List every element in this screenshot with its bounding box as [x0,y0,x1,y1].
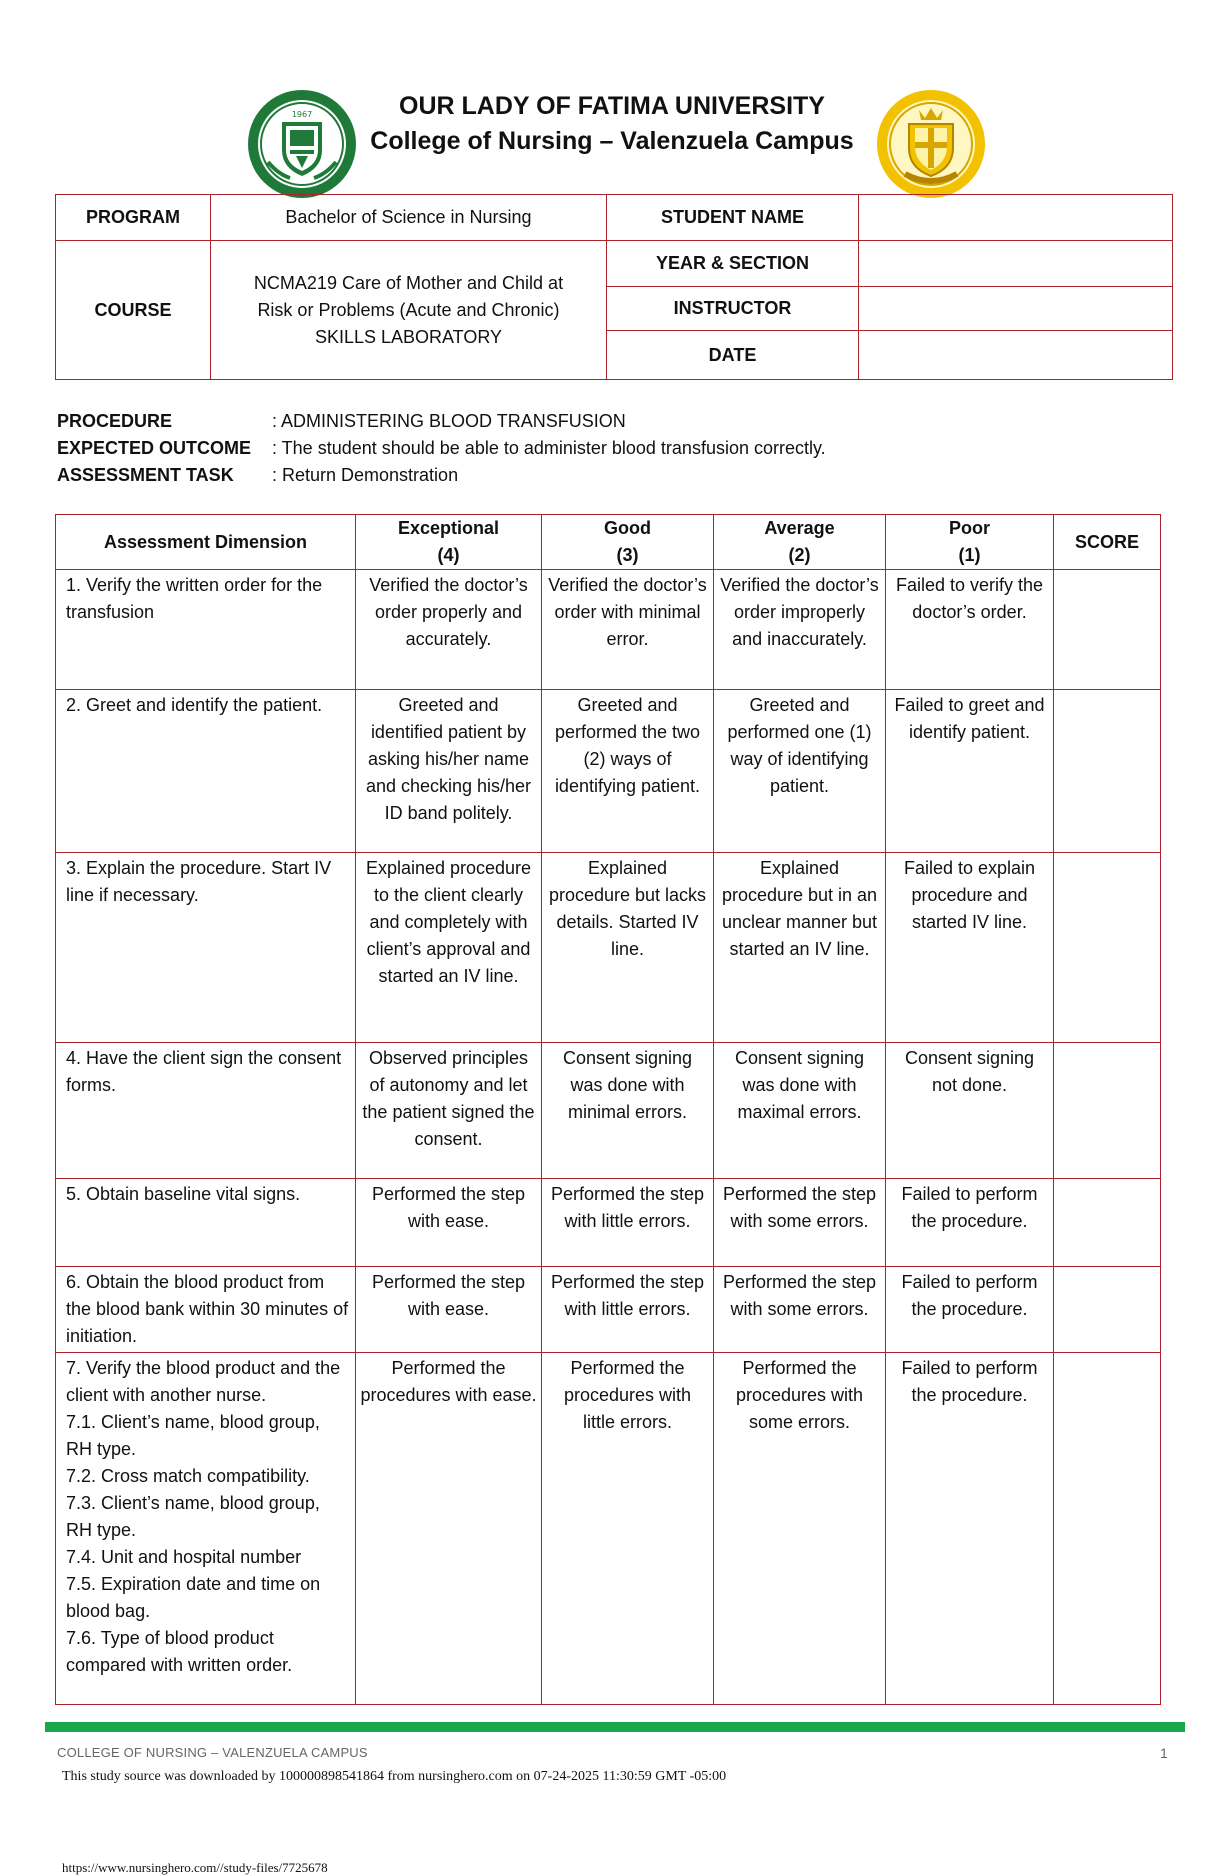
good-cell: Performed the procedures with little errors. [542,1353,714,1705]
date-label: DATE [607,331,859,380]
course-line: SKILLS LABORATORY [314,326,503,347]
good-cell: Greeted and performed the two (2) ways of identifying patient. [542,690,714,853]
exceptional-cell: Verified the doctor’s order properly and accurately. [356,570,542,690]
dimension-cell: 5. Obtain baseline vital signs. [56,1179,356,1267]
program-value: Bachelor of Science in Nursing [211,195,607,241]
average-cell: Verified the doctor’s order improperly and inaccurately. [714,570,886,690]
course-line: Risk or Problems (Acute and Chronic) [257,299,560,320]
program-label: PROGRAM [56,195,211,241]
svg-text:1967: 1967 [291,110,313,119]
score-cell[interactable] [1054,1043,1161,1179]
table-row [56,1267,1161,1353]
procedure-details [57,408,826,489]
exceptional-cell: Observed principles of autonomy and let the patient signed the consent. [356,1043,542,1179]
poor-cell: Failed to perform the procedure. [886,1353,1054,1705]
course-label: COURSE [56,241,211,380]
course-value [211,241,607,380]
header-assessment-dimension: Assessment Dimension [56,515,356,570]
average-cell: Greeted and performed one (1) way of identifying patient. [714,690,886,853]
dimension-cell: 2. Greet and identify the patient. [56,690,356,853]
header-poor-label: Poor [948,518,990,538]
student-name-field[interactable] [859,195,1173,241]
footer-divider [45,1722,1185,1732]
average-cell: Explained procedure but in an unclear manner but started an IV line. [714,853,886,1043]
header-good-points: (3) [616,545,639,565]
exceptional-cell: Performed the step with ease. [356,1267,542,1353]
poor-cell: Consent signing not done. [886,1043,1054,1179]
average-cell: Consent signing was done with maximal errors. [714,1043,886,1179]
average-cell: Performed the procedures with some errors. [714,1353,886,1705]
header-poor-points: (1) [958,545,981,565]
poor-cell: Failed to perform the procedure. [886,1267,1054,1353]
table-row [56,690,1161,853]
header-good [542,515,714,570]
dimension-cell: 4. Have the client sign the consent forms. [56,1043,356,1179]
assessment-task-label: ASSESSMENT TASK [57,465,234,485]
poor-cell: Failed to greet and identify patient. [886,690,1054,853]
dimension-cell: 1. Verify the written order for the transfusion [56,570,356,690]
student-info-table [55,194,1173,380]
header-average-points: (2) [788,545,811,565]
exceptional-cell: Greeted and identified patient by asking his/her name and checking his/her ID band politely. [356,690,542,853]
good-cell: Verified the doctor’s order with minimal error. [542,570,714,690]
table-row [56,1043,1161,1179]
exceptional-cell: Explained procedure to the client clearly and completely with client’s approval and started an IV line. [356,853,542,1043]
page-number: 1 [1160,1745,1168,1761]
good-cell: Performed the step with little errors. [542,1267,714,1353]
dimension-subitem: 7.1. Client’s name, blood group, RH type. [66,1412,320,1459]
dimension-subitem: 7.5. Expiration date and time on blood bag. [66,1574,321,1621]
instructor-label: INSTRUCTOR [607,287,859,331]
rubric-table [55,514,1161,1705]
header-score: SCORE [1054,515,1161,570]
header-average-label: Average [764,518,835,538]
expected-outcome-label: EXPECTED OUTCOME [57,438,252,458]
procedure-value: : ADMINISTERING BLOOD TRANSFUSION [272,411,626,431]
year-section-field[interactable] [859,241,1173,287]
good-cell: Performed the step with little errors. [542,1179,714,1267]
header-exceptional-label: Exceptional [397,518,500,538]
dimension-subitem: 7.3. Client’s name, blood group, RH type. [66,1493,320,1540]
score-cell[interactable] [1054,1267,1161,1353]
source-url-link[interactable]: https://www.nursinghero.com//study-files/7725678 [62,1860,328,1875]
year-section-label: YEAR & SECTION [607,241,859,287]
average-cell: Performed the step with some errors. [714,1179,886,1267]
table-row [56,1353,1161,1705]
score-cell[interactable] [1054,690,1161,853]
header-average [714,515,886,570]
procedure-label: PROCEDURE [57,411,173,431]
dimension-subitem: 7.4. Unit and hospital number [66,1547,302,1567]
exceptional-cell: Performed the step with ease. [356,1179,542,1267]
score-cell[interactable] [1054,853,1161,1043]
exceptional-cell: Performed the procedures with ease. [356,1353,542,1705]
student-name-label: STUDENT NAME [607,195,859,241]
instructor-field[interactable] [859,287,1173,331]
dimension-cell: 3. Explain the procedure. Start IV line if necessary. [56,853,356,1043]
header-exceptional [356,515,542,570]
date-field[interactable] [859,331,1173,380]
download-note: This study source was downloaded by 100000898541864 from nursinghero.com on 07-24-2025 11:30:59 GMT -05:00 [62,1769,727,1784]
dimension-cell [56,1353,356,1705]
dimension-subitem: 7.2. Cross match compatibility. [66,1466,310,1486]
table-row [56,853,1161,1043]
poor-cell: Failed to verify the doctor’s order. [886,570,1054,690]
header-poor [886,515,1054,570]
university-name: OUR LADY OF FATIMA UNIVERSITY [399,92,825,120]
good-cell: Explained procedure but lacks details. Started IV line. [542,853,714,1043]
header-good-label: Good [604,518,651,538]
expected-outcome-value: : The student should be able to administer blood transfusion correctly. [272,438,826,458]
college-name: College of Nursing – Valenzuela Campus [370,127,854,155]
course-line: NCMA219 Care of Mother and Child at [253,272,564,293]
header-exceptional-points: (4) [437,545,460,565]
poor-cell: Failed to perform the procedure. [886,1179,1054,1267]
assessment-task-value: : Return Demonstration [272,465,459,485]
dimension-main: 7. Verify the blood product and the client with another nurse. [66,1358,341,1405]
score-cell[interactable] [1054,570,1161,690]
table-row [56,1179,1161,1267]
dimension-subitem: 7.6. Type of blood product compared with written order. [66,1628,293,1675]
table-row [56,570,1161,690]
dimension-cell: 6. Obtain the blood product from the blood bank within 30 minutes of initiation. [56,1267,356,1353]
good-cell: Consent signing was done with minimal errors. [542,1043,714,1179]
average-cell: Performed the step with some errors. [714,1267,886,1353]
score-cell[interactable] [1054,1179,1161,1267]
footer-college: COLLEGE OF NURSING – VALENZUELA CAMPUS [57,1745,368,1760]
poor-cell: Failed to explain procedure and started IV line. [886,853,1054,1043]
score-cell[interactable] [1054,1353,1161,1705]
